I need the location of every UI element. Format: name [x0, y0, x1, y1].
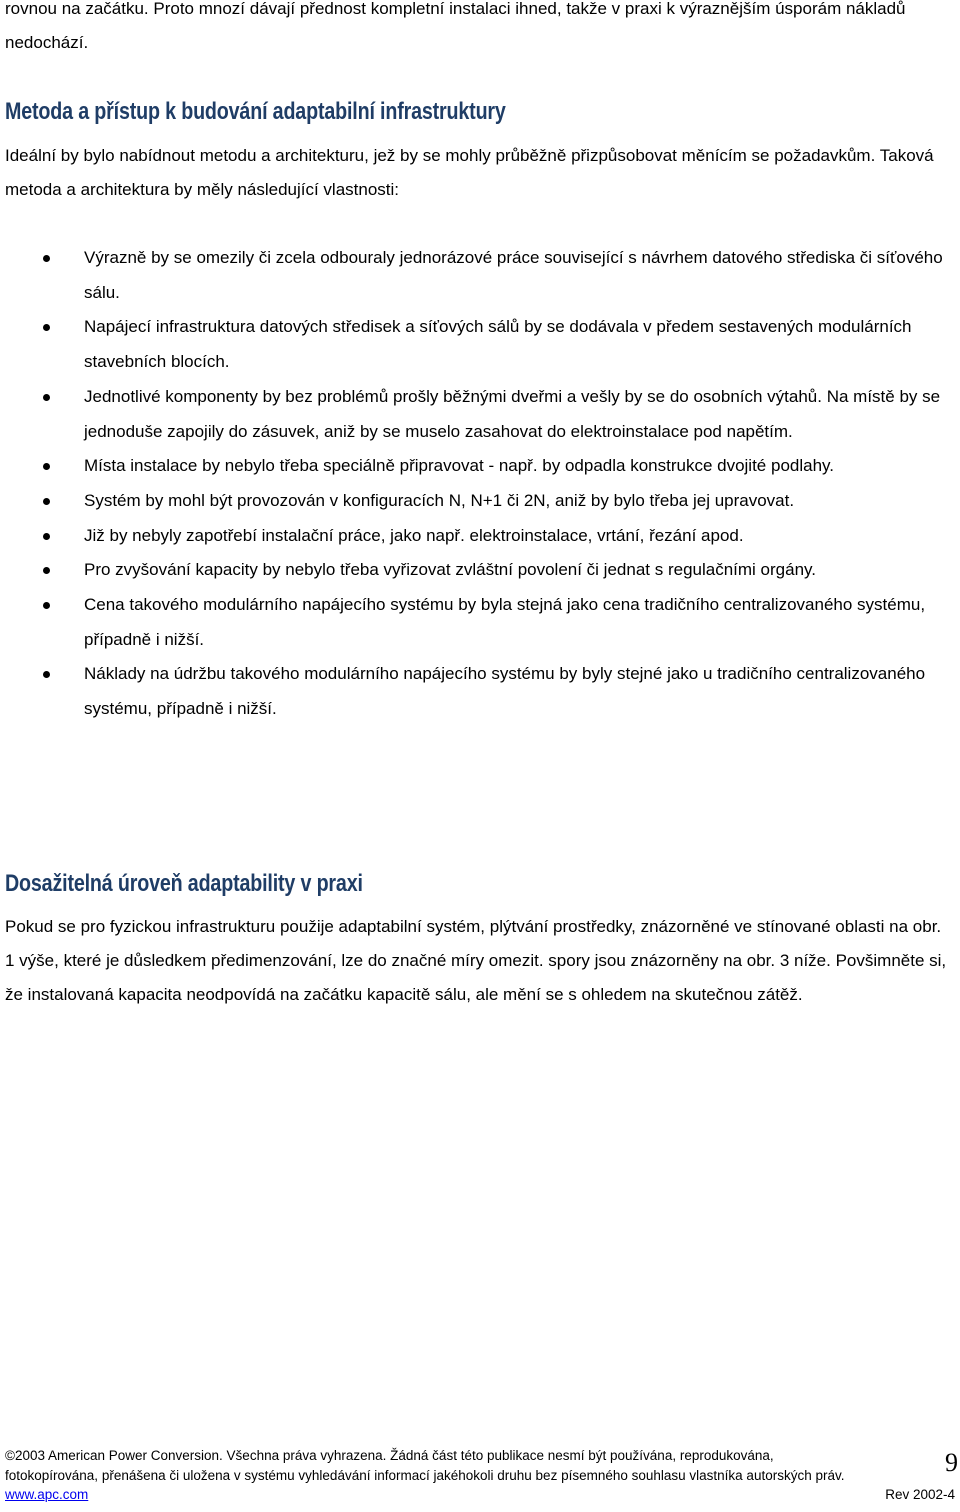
bullet-icon [43, 602, 50, 609]
copyright-notice-continued: fotokopírována, přenášena či uložena v systému vyhledávání informací jakéhokoli druhu bez písemného souhlasu vlastníka autorských práv. [5, 1467, 845, 1483]
intro-paragraph: rovnou na začátku. Proto mnozí dávají přednost kompletní instalaci ihned, takže v praxi k výraznějším úsporám nákladů nedochází. [5, 0, 906, 52]
bullet-icon [43, 463, 50, 470]
adaptability-paragraph: Pokud se pro fyzickou infrastrukturu použije adaptabilní systém, plýtvání prostředky, znázorněné ve stínované oblasti na obr. 1 výše, které je důsledkem předimenzování, lze do značné míry omezit. spory jsou znázorněny na obr. 3 níže. Povšimněte si, že instalovaná kapacita neodpovídá na začátku kapacitě sálu, ale mění se s ohledem na skutečnou zátěž. [5, 917, 947, 1004]
methodology-paragraph: Ideální by bylo nabídnout metodu a architekturu, jež by se mohly průběžně přizpůsobovat měnícím se požadavkům. Taková metoda a architektura by měly následující vlastnosti: [5, 146, 934, 199]
bullet-icon [43, 567, 50, 574]
bullet-icon [43, 533, 50, 540]
bullet-icon [43, 255, 50, 262]
section-heading-methodology: Metoda a přístup k budování adaptabilní infrastruktury [5, 98, 506, 125]
list-item: Jednotlivé komponenty by bez problémů prošly běžnými dveřmi a vešly by se do osobních výtahů. Na místě by se jednoduše zapojily do zásuvek, aniž by se muselo zasahovat do elektroinstalace pod napětím. [0, 380, 955, 449]
list-item: Pro zvyšování kapacity by nebylo třeba vyřizovat zvláštní povolení či jednat s regulačními orgány. [0, 553, 955, 588]
revision-label: Rev 2002-4 [885, 1487, 955, 1502]
bullet-icon [43, 394, 50, 401]
copyright-notice: ©2003 American Power Conversion. Všechna práva vyhrazena. Žádná část této publikace nesmí být používána, reprodukována, [5, 1448, 774, 1463]
list-item: Místa instalace by nebylo třeba speciálně připravovat - např. by odpadla konstrukce dvojité podlahy. [0, 449, 955, 484]
list-item: Systém by mohl být provozován v konfiguracích N, N+1 či 2N, aniž by bylo třeba jej upravovat. [0, 484, 955, 519]
list-item: Cena takového modulárního napájecího systému by byla stejná jako cena tradičního centralizovaného systému, případně i nižší. [0, 588, 955, 657]
bullet-icon [43, 498, 50, 505]
website-link[interactable]: www.apc.com [5, 1487, 89, 1502]
list-item: Napájecí infrastruktura datových středisek a síťových sálů by se dodávala v předem sestavených modulárních stavebních blocích. [0, 310, 955, 379]
bullet-icon [43, 324, 50, 331]
page-footer [5, 1446, 955, 1505]
section-heading-adaptability: Dosažitelná úroveň adaptability v praxi [5, 870, 363, 897]
page-number: 9 [945, 1448, 958, 1477]
list-item: Náklady na údržbu takového modulárního napájecího systému by byly stejné jako u tradičního centralizovaného systému, případně i nižší. [0, 657, 955, 726]
list-item: Již by nebyly zapotřebí instalační práce, jako např. elektroinstalace, vrtání, řezání apod. [0, 519, 955, 554]
properties-bullet-list [0, 241, 955, 727]
list-item: Výrazně by se omezily či zcela odbouraly jednorázové práce související s návrhem datového střediska či síťového sálu. [0, 241, 955, 310]
bullet-icon [43, 671, 50, 678]
